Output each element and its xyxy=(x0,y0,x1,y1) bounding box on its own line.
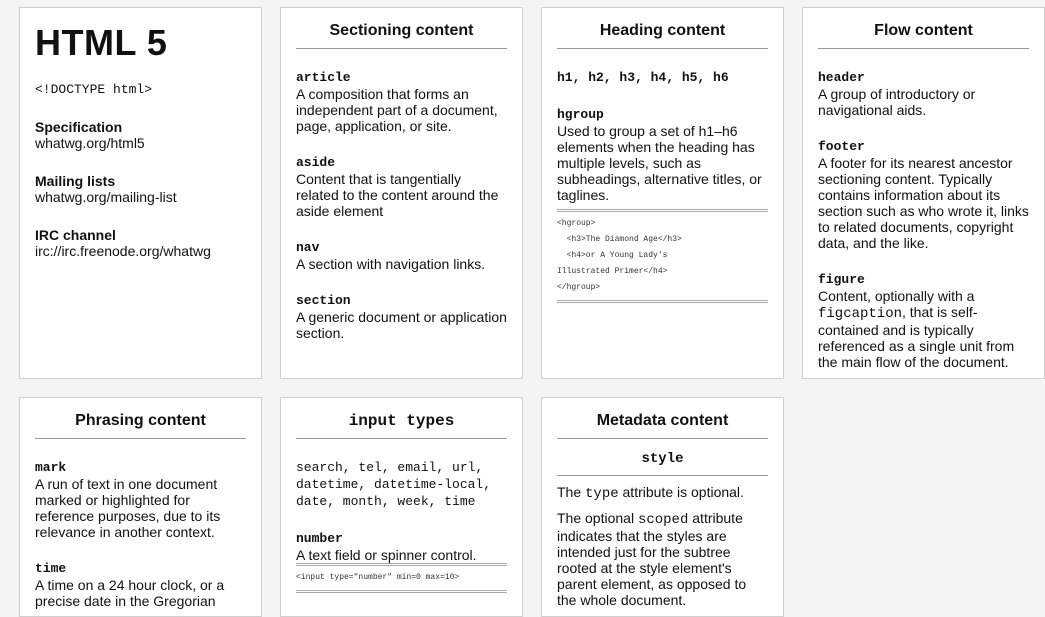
phrasing-title: Phrasing content xyxy=(35,412,246,439)
mailing-lists-label: Mailing lists xyxy=(35,173,116,189)
input-types-title xyxy=(296,412,507,439)
style-scoped-desc-a: The optional xyxy=(557,510,638,526)
list-item xyxy=(818,138,1029,251)
hgroup-code-example xyxy=(557,209,768,303)
list-item xyxy=(35,459,246,540)
term-nav: nav xyxy=(296,240,320,255)
list-item xyxy=(557,106,768,203)
term-section: section xyxy=(296,293,351,308)
flow-title: Flow content xyxy=(818,22,1029,49)
term-footer: footer xyxy=(818,139,865,154)
term-figure: figure xyxy=(818,272,865,287)
list-item xyxy=(296,154,507,219)
input-types-list: search, tel, email, url, datetime, datetime-local, date, month, week, time xyxy=(296,460,492,509)
desc-hgroup: Used to group a set of h1–h6 elements when the heading has multiple levels, such as subheadings, alternative titles, or taglines. xyxy=(557,123,762,203)
desc-aside: Content that is tangentially related to the content around the aside element xyxy=(296,171,499,219)
code-line: Illustrated Primer</h4> xyxy=(557,267,668,276)
divider xyxy=(557,475,768,476)
code-line: <h3>The Diamond Age</h3> xyxy=(557,235,682,244)
heading-tags: h1, h2, h3, h4, h5, h6 xyxy=(557,70,729,85)
metadata-card xyxy=(541,397,784,617)
sectioning-title: Sectioning content xyxy=(296,22,507,49)
list-item xyxy=(296,530,507,563)
desc-section: A generic document or application section. xyxy=(296,309,507,341)
desc-figure-a: Content, optionally with a xyxy=(818,288,975,304)
style-scoped-desc-b: attribute indicates that the styles are intended just for the subtree rooted at the style element's parent element, as opposed to the whole document. xyxy=(557,510,747,608)
input-types-card xyxy=(280,397,523,617)
desc-nav: A section with navigation links. xyxy=(296,256,486,272)
metadata-title: Metadata content xyxy=(557,412,768,439)
desc-number: A text field or spinner control. xyxy=(296,547,477,563)
heading-card xyxy=(541,7,784,379)
specification-label: Specification xyxy=(35,119,123,135)
desc-figure xyxy=(818,288,1029,370)
list-item xyxy=(818,69,1029,118)
term-number: number xyxy=(296,531,343,546)
heading-title: Heading content xyxy=(557,22,768,49)
list-item xyxy=(818,271,1029,370)
list-item xyxy=(296,69,507,134)
input-title-mono: input xyxy=(348,412,397,430)
list-item xyxy=(296,239,507,272)
style-term: style xyxy=(641,451,684,467)
flow-card xyxy=(802,7,1045,379)
term-time: time xyxy=(35,561,67,576)
list-item xyxy=(35,560,246,609)
style-scoped-desc xyxy=(557,510,768,608)
irc-channel-link[interactable]: irc://irc.freenode.org/whatwg xyxy=(35,243,211,259)
code-line: <hgroup> xyxy=(557,219,596,228)
specification-link[interactable]: whatwg.org/html5 xyxy=(35,135,145,151)
term-hgroup: hgroup xyxy=(557,107,604,122)
mailing-lists-link[interactable]: whatwg.org/mailing-list xyxy=(35,189,177,205)
list-item xyxy=(296,292,507,341)
phrasing-card xyxy=(19,397,262,617)
desc-header: A group of introductory or navigational aids. xyxy=(818,86,976,118)
term-article: article xyxy=(296,70,351,85)
style-type-desc-a: The xyxy=(557,484,586,500)
page-title: HTML 5 xyxy=(35,22,168,63)
scoped-attr-code: scoped xyxy=(637,512,689,528)
style-type-desc-b: attribute is optional. xyxy=(618,484,744,500)
desc-figure-b: , that is self-contained and is typically referenced as a single unit from the main flow of the document. xyxy=(818,304,1015,370)
term-header: header xyxy=(818,70,865,85)
intro-card xyxy=(19,7,262,379)
input-title-suffix: types xyxy=(396,412,455,430)
code-line: </hgroup> xyxy=(557,283,601,292)
style-type-desc xyxy=(557,484,768,502)
sectioning-card xyxy=(280,7,523,379)
irc-channel-label: IRC channel xyxy=(35,227,116,243)
type-attr-code: type xyxy=(585,486,619,502)
desc-footer: A footer for its nearest ancestor sectioning content. Typically contains information about its section such as who wrote it, links to related documents, copyright data, and the like. xyxy=(818,155,1029,251)
desc-mark: A run of text in one document marked or highlighted for reference purposes, due to its relevance in another context. xyxy=(35,476,221,540)
term-aside: aside xyxy=(296,155,336,170)
term-mark: mark xyxy=(35,460,67,475)
number-code-example: <input type="number" min=0 max=10> xyxy=(296,563,507,593)
code-line: <h4>or A Young Lady's xyxy=(557,251,668,260)
desc-time: A time on a 24 hour clock, or a precise date in the Gregorian xyxy=(35,577,225,609)
figcaption-code: figcaption xyxy=(818,306,903,322)
doctype-text: <!DOCTYPE html> xyxy=(35,82,153,97)
desc-article: A composition that forms an independent part of a document, page, application, or site. xyxy=(296,86,498,134)
